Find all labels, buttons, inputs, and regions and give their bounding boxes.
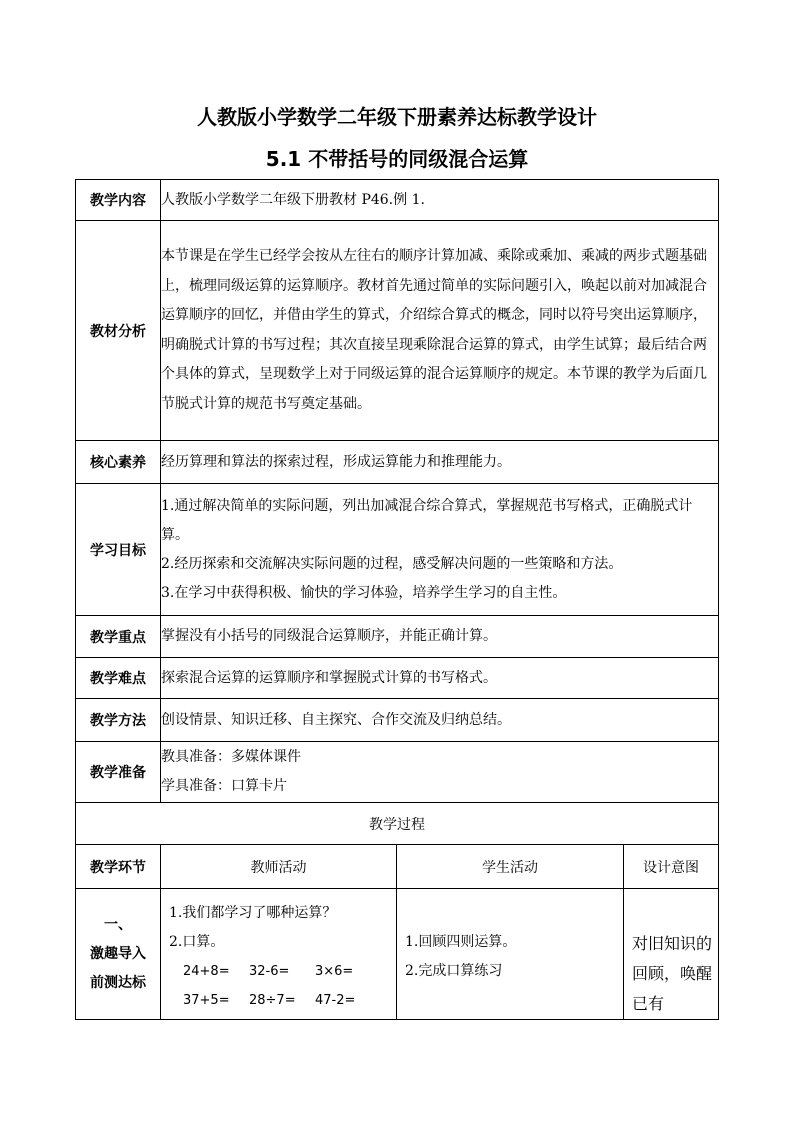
stage-number: 一、 [104, 916, 132, 933]
row-key-point [76, 616, 719, 658]
student-line-2: 2.完成口算练习 [405, 962, 503, 979]
teacher-question-2: 2.口算。 [169, 933, 225, 950]
row-content [76, 180, 719, 221]
header-student: 学生活动 [397, 845, 624, 889]
row-value [161, 616, 719, 658]
stage-name-line1: 激趣导入 [90, 945, 146, 962]
row-literacy [76, 441, 719, 484]
row-label: 教学准备 [76, 742, 161, 803]
text-line: 掌握没有小括号的同级混合运算顺序，并能正确计算。 [161, 628, 497, 644]
document-title: 人教版小学数学二年级下册素养达标教学设计 [197, 105, 597, 129]
stage-cell [76, 889, 161, 1020]
row-label: 教学难点 [76, 658, 161, 699]
row-label: 教学重点 [76, 616, 161, 658]
header-stage: 教学环节 [76, 845, 161, 889]
stage-name-line2: 前测达标 [90, 974, 146, 991]
row-value [161, 484, 719, 616]
header-teacher: 教师活动 [161, 845, 397, 889]
calc-item: 32-6= [249, 963, 290, 979]
design-text: 对旧知识的回顾，唤醒已有 [632, 934, 713, 1013]
process-title: 教学过程 [76, 803, 719, 845]
text-line: 学具准备：口算卡片 [161, 778, 287, 794]
row-label: 教学方法 [76, 699, 161, 742]
row-label: 教材分析 [76, 221, 161, 441]
row-analysis [76, 221, 719, 441]
row-value [161, 742, 719, 803]
calc-item: 3×6= [315, 963, 354, 979]
text-line: 1.通过解决简单的实际问题，列出加减混合综合算式，掌握规范书写格式，正确脱式计算。 [161, 497, 693, 543]
design-intent [624, 889, 719, 1020]
text-line: 经历算理和算法的探索过程，形成运算能力和推理能力。 [161, 453, 511, 470]
row-process-title [76, 803, 719, 845]
row-label: 核心素养 [76, 441, 161, 484]
text-line: 2.经历探索和交流解决实际问题的过程，感受解决问题的一些策略和方法。 [161, 555, 623, 572]
row-label: 学习目标 [76, 484, 161, 616]
row-value [161, 441, 719, 484]
text-line: 3.在学习中获得积极、愉快的学习体验，培养学生学习的自主性。 [161, 584, 567, 601]
row-label: 教学内容 [76, 180, 161, 221]
row-value [161, 180, 719, 221]
lesson-title: 5.1 不带括号的同级混合运算 [265, 147, 529, 171]
row-process-headers [76, 845, 719, 889]
calc-row [169, 957, 392, 986]
student-activity [397, 889, 624, 1020]
calc-row [169, 986, 392, 1015]
text-line: 人教版小学数学二年级下册教材 P46.例 1. [161, 191, 425, 208]
row-stage-1 [76, 889, 719, 1020]
text-line: 教具准备：多媒体课件 [161, 749, 301, 765]
calc-item: 24+8= [183, 963, 230, 979]
row-difficulty [76, 658, 719, 699]
calc-item: 28÷7= [249, 992, 296, 1008]
student-line-1: 1.回顾四则运算。 [405, 933, 517, 950]
calc-item: 47-2= [315, 992, 356, 1008]
row-method [76, 699, 719, 742]
text-line: 创设情景、知识迁移、自主探究、合作交流及归纳总结。 [161, 711, 511, 728]
row-preparation [76, 742, 719, 803]
row-value [161, 699, 719, 742]
row-value [161, 221, 719, 441]
row-value [161, 658, 719, 699]
text-line: 探索混合运算的运算顺序和掌握脱式计算的书写格式。 [161, 669, 497, 686]
header-design: 设计意图 [624, 845, 719, 889]
text-line: 本节课是在学生已经学会按从左往右的顺序计算加减、乘除或乘加、乘减的两步式题基础上，梳理同级运算的运算顺序。教材首先通过简单的实际问题引入，唤起以前对加减混合运算顺序的回忆，并借由学生的算式，介绍综合算式的概念，同时以符号突出运算顺序，明确脱式计算的书写过程；其次直接呈现乘除混合运算的算式，由学生试算；最后结合两个具体的算式，呈现数学上对于同级运算的混合运算顺序的规定。本节课的教学为后面几节脱式计算的规范书写奠定基础。 [161, 248, 707, 412]
teacher-activity [161, 889, 397, 1020]
calc-item: 37+5= [183, 992, 230, 1008]
teacher-question-1: 1.我们都学习了哪种运算？ [169, 904, 337, 921]
row-objectives [76, 484, 719, 616]
lesson-plan-table [75, 179, 719, 1020]
